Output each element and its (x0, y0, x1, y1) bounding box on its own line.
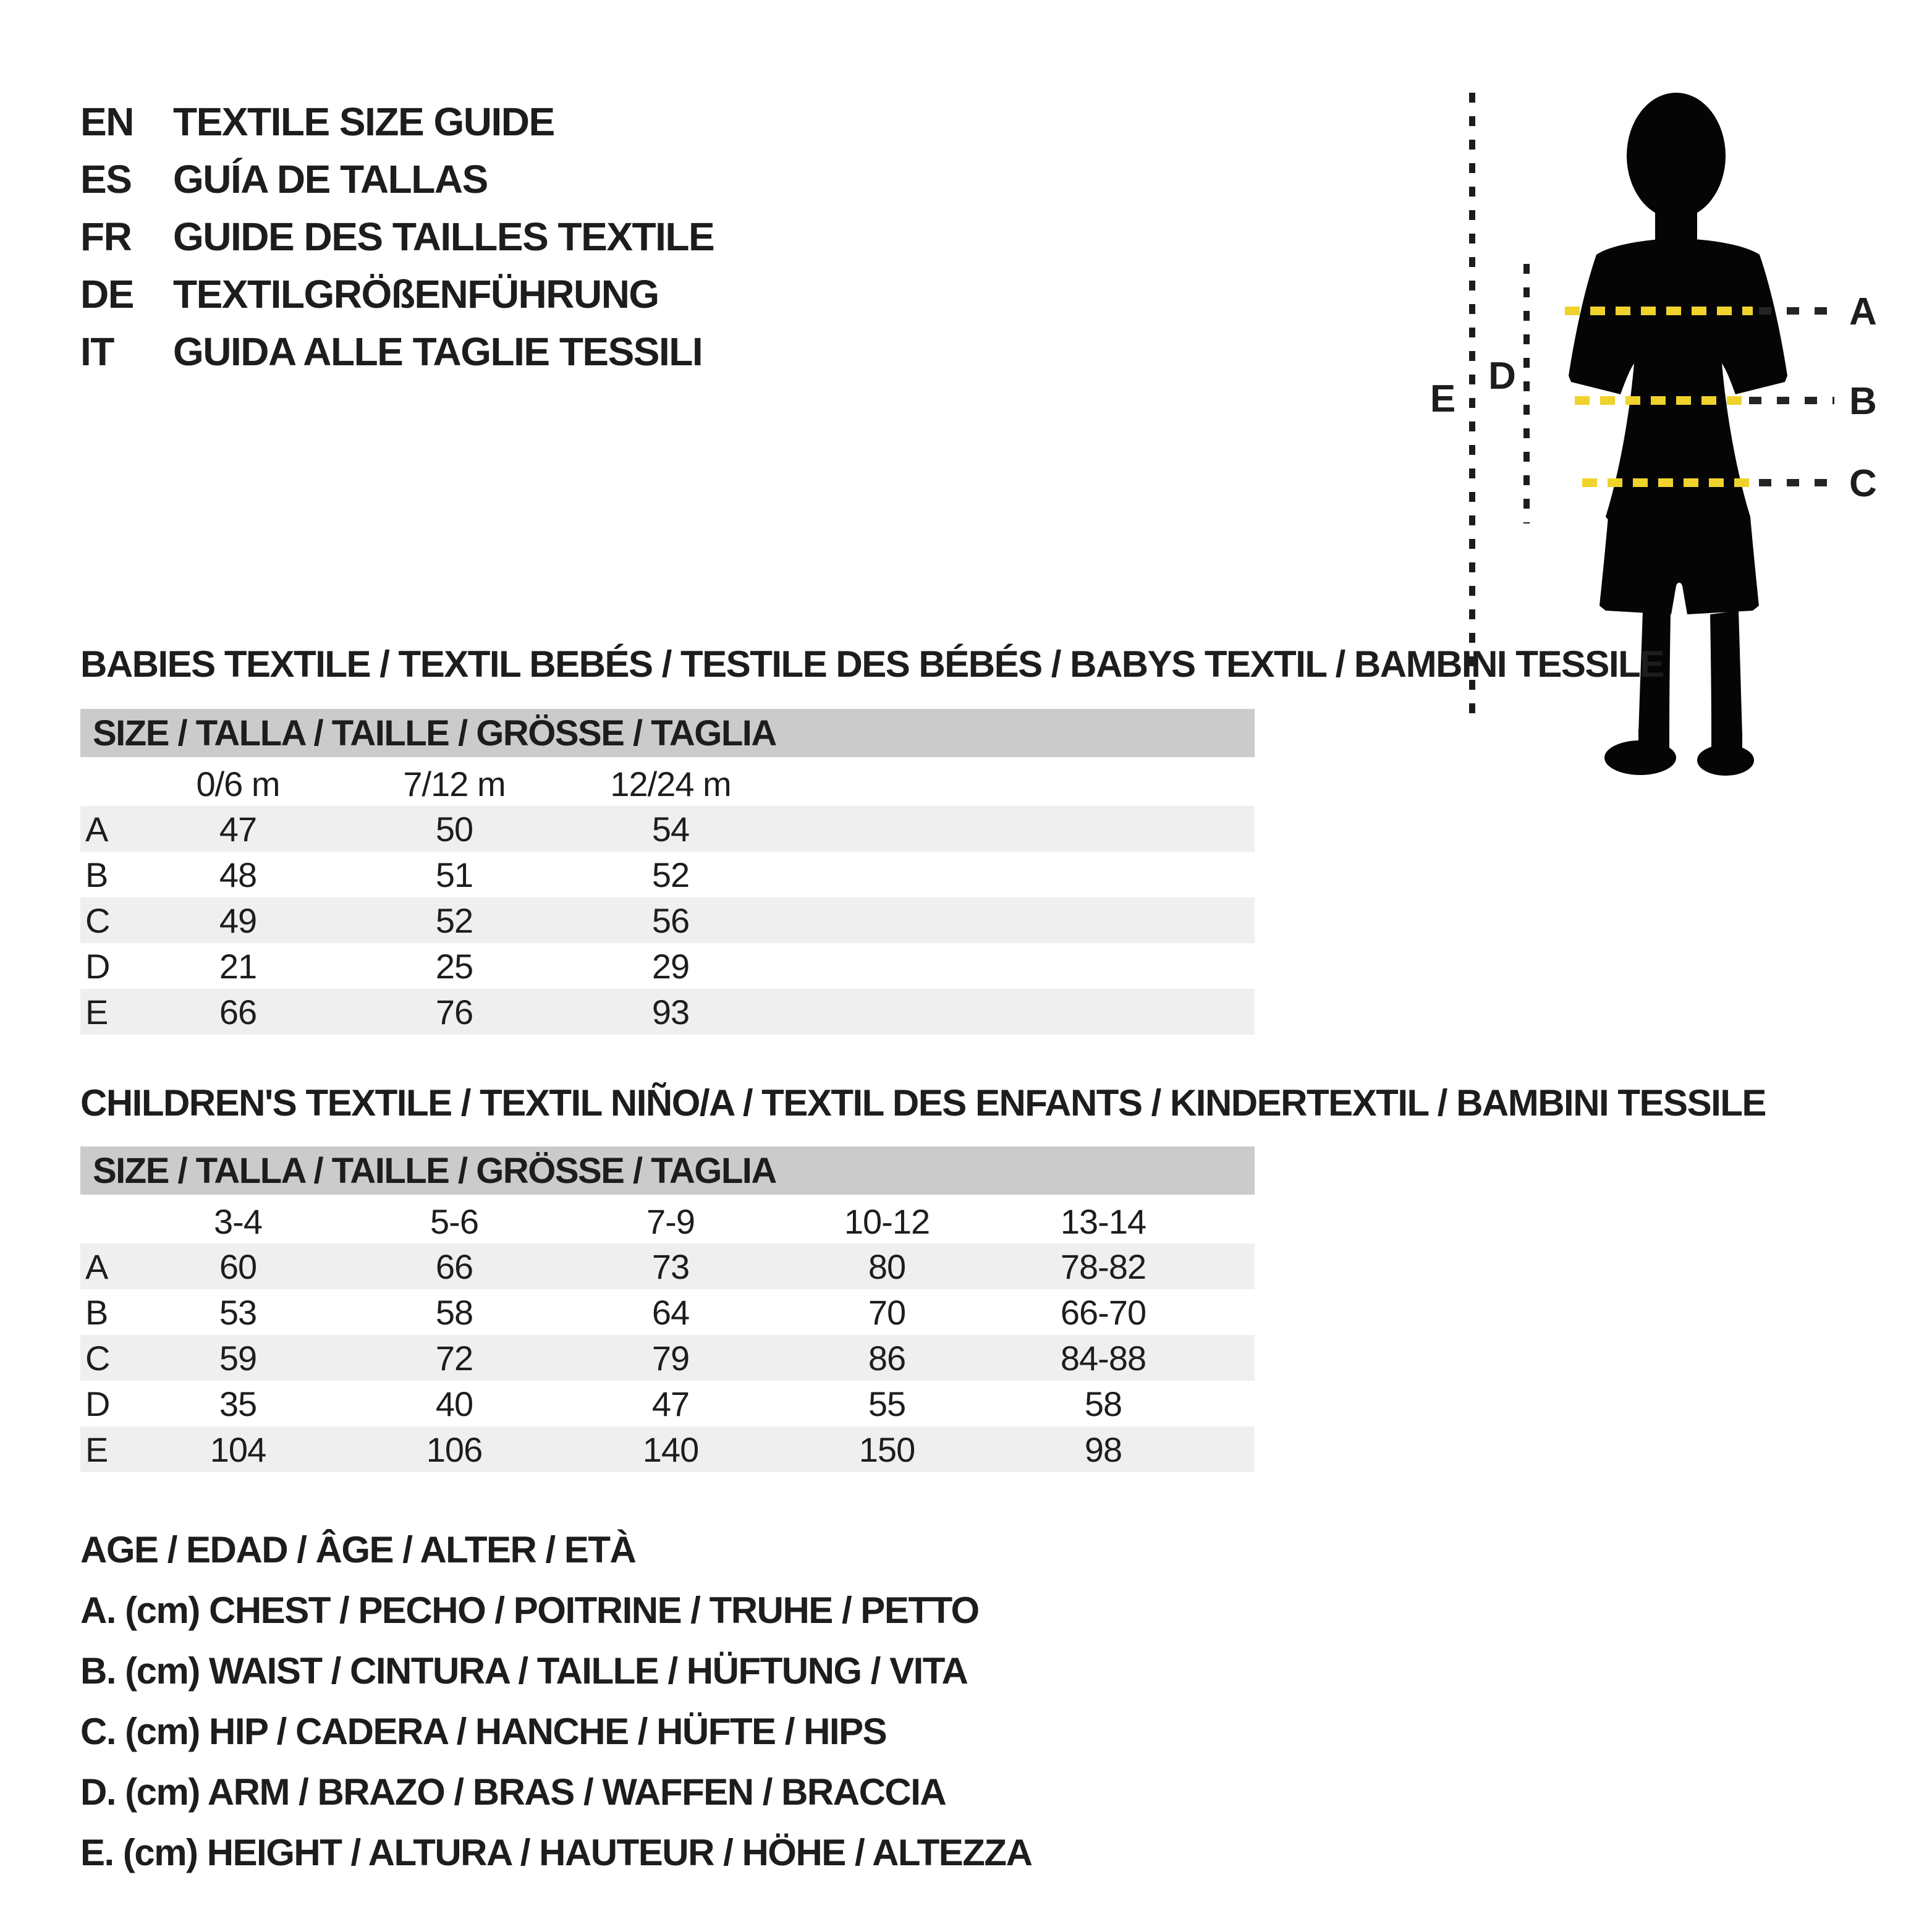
table-cell: 40 (435, 1384, 473, 1423)
table-cell: 55 (868, 1384, 906, 1423)
table-cell: 78-82 (1060, 1247, 1146, 1286)
children-column-header-row (80, 1199, 1255, 1244)
table-cell: 58 (1084, 1384, 1122, 1423)
language-header (80, 93, 714, 380)
lang-title: GUÍA DE TALLAS (173, 156, 488, 201)
table-cell: 150 (858, 1430, 915, 1469)
column-header: 7-9 (646, 1201, 695, 1241)
table-row-e (80, 1426, 1255, 1472)
table-cell: 70 (868, 1292, 906, 1332)
children-section-title: CHILDREN'S TEXTILE / TEXTIL NIÑO/A / TEXTIL DES ENFANTS / KINDERTEXTIL / BAMBINI TESSILE (80, 1082, 1766, 1124)
lang-row-es (80, 150, 714, 208)
table-cell: 66 (219, 992, 257, 1032)
legend-chest: A. (cm) CHEST / PECHO / POITRINE / TRUHE / PETTO (80, 1589, 979, 1631)
table-row-b (80, 852, 1255, 897)
lang-code: EN (80, 99, 133, 144)
table-row-d (80, 1381, 1255, 1426)
table-cell: 47 (651, 1384, 690, 1423)
table-cell: 35 (219, 1384, 257, 1423)
table-cell: 21 (219, 946, 257, 986)
lang-title: TEXTILGRÖßENFÜHRUNG (173, 271, 659, 316)
table-cell: 64 (651, 1292, 690, 1332)
table-cell: 84-88 (1060, 1338, 1146, 1378)
table-cell: 53 (219, 1292, 257, 1332)
lang-code: IT (80, 329, 114, 374)
table-cell: 54 (651, 809, 690, 849)
table-row-a (80, 806, 1255, 852)
lang-title: GUIDE DES TAILLES TEXTILE (173, 214, 714, 259)
measurement-legend (80, 1519, 1032, 1883)
row-label: E (85, 992, 108, 1032)
lang-row-de (80, 265, 714, 323)
row-label: B (85, 855, 108, 894)
table-row-e (80, 989, 1255, 1035)
table-cell: 52 (651, 855, 690, 894)
babies-size-table (80, 761, 1255, 1035)
table-cell: 66-70 (1060, 1292, 1146, 1332)
table-cell: 49 (219, 900, 257, 940)
table-cell: 79 (651, 1338, 690, 1378)
row-label: C (85, 900, 110, 940)
label-hip-c: C (1849, 462, 1876, 505)
row-label: A (85, 809, 108, 849)
table-cell: 52 (435, 900, 473, 940)
table-cell: 66 (435, 1247, 473, 1286)
table-cell: 58 (435, 1292, 473, 1332)
table-cell: 51 (435, 855, 473, 894)
table-cell: 93 (651, 992, 690, 1032)
table-cell: 104 (210, 1430, 266, 1469)
table-cell: 98 (1084, 1430, 1122, 1469)
legend-age: AGE / EDAD / ÂGE / ALTER / ETÀ (80, 1528, 636, 1570)
table-row-a (80, 1244, 1255, 1289)
table-cell: 140 (642, 1430, 699, 1469)
legend-waist: B. (cm) WAIST / CINTURA / TAILLE / HÜFTUNG / VITA (80, 1650, 968, 1692)
label-chest-a: A (1849, 290, 1876, 333)
table-cell: 25 (435, 946, 473, 986)
label-height-e: E (1430, 378, 1455, 420)
column-header: 10-12 (844, 1201, 930, 1241)
lang-row-it (80, 323, 714, 380)
table-cell: 29 (651, 946, 690, 986)
lang-code: DE (80, 271, 133, 316)
column-header: 12/24 m (610, 764, 731, 803)
children-size-table (80, 1199, 1255, 1472)
legend-hip: C. (cm) HIP / CADERA / HANCHE / HÜFTE / HIPS (80, 1710, 887, 1752)
row-label: D (85, 946, 110, 986)
table-cell: 50 (435, 809, 473, 849)
table-cell: 48 (219, 855, 257, 894)
label-waist-b: B (1849, 380, 1876, 423)
table-cell: 106 (426, 1430, 483, 1469)
table-cell: 59 (219, 1338, 257, 1378)
table-cell: 47 (219, 809, 257, 849)
babies-section-title: BABIES TEXTILE / TEXTIL BEBÉS / TESTILE DES BÉBÉS / BABYS TEXTIL / BAMBINI TESSILE (80, 643, 1664, 685)
lang-row-fr (80, 208, 714, 265)
table-cell: 80 (868, 1247, 906, 1286)
table-cell: 76 (435, 992, 473, 1032)
table-cell: 86 (868, 1338, 906, 1378)
legend-arm: D. (cm) ARM / BRAZO / BRAS / WAFFEN / BRACCIA (80, 1771, 946, 1813)
table-cell: 72 (435, 1338, 473, 1378)
table-row-b (80, 1289, 1255, 1335)
table-cell: 56 (651, 900, 690, 940)
column-header: 13-14 (1060, 1201, 1146, 1241)
lang-code: FR (80, 214, 132, 259)
column-header: 7/12 m (403, 764, 506, 803)
babies-column-header-row (80, 761, 1255, 806)
label-arm-d: D (1488, 355, 1515, 397)
lang-title: GUIDA ALLE TAGLIE TESSILI (173, 329, 703, 374)
table-row-d (80, 943, 1255, 989)
lang-code: ES (80, 156, 132, 201)
row-label: D (85, 1384, 110, 1423)
lang-title: TEXTILE SIZE GUIDE (173, 99, 554, 144)
children-size-header-bar: SIZE / TALLA / TAILLE / GRÖSSE / TAGLIA (80, 1146, 1255, 1195)
lang-row-en (80, 93, 714, 150)
row-label: B (85, 1292, 108, 1332)
column-header: 5-6 (430, 1201, 478, 1241)
row-label: C (85, 1338, 110, 1378)
table-row-c (80, 1335, 1255, 1381)
column-header: 0/6 m (196, 764, 280, 803)
column-header: 3-4 (214, 1201, 262, 1241)
row-label: E (85, 1430, 108, 1469)
table-row-c (80, 897, 1255, 943)
row-label: A (85, 1247, 108, 1286)
babies-size-header-bar: SIZE / TALLA / TAILLE / GRÖSSE / TAGLIA (80, 709, 1255, 757)
table-cell: 60 (219, 1247, 257, 1286)
child-measurement-diagram (1409, 87, 1932, 791)
table-cell: 73 (651, 1247, 690, 1286)
legend-height: E. (cm) HEIGHT / ALTURA / HAUTEUR / HÖHE / ALTEZZA (80, 1831, 1032, 1873)
